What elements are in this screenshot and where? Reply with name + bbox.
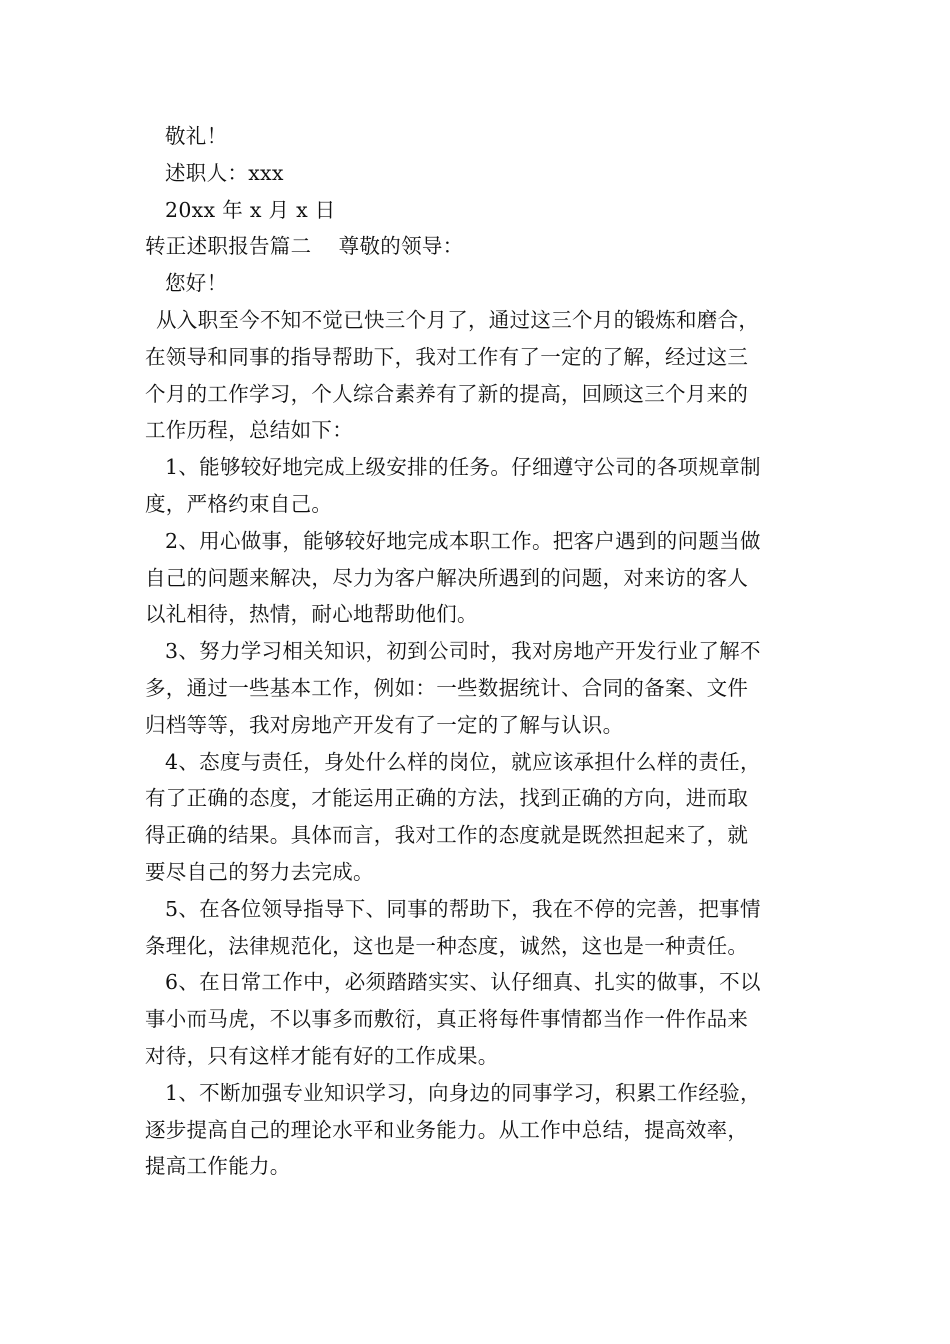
text-line: 转正述职报告篇二 尊敬的领导：	[145, 234, 464, 259]
text-line: 5、在各位领导指导下、同事的帮助下，我在不停的完善，把事情	[165, 896, 761, 921]
text-line: 提高工作能力。	[145, 1154, 291, 1179]
document-body	[145, 118, 815, 1185]
text-line: 对待，只有这样才能有好的工作成果。	[145, 1043, 499, 1068]
text-line: 有了正确的态度，才能运用正确的方法，找到正确的方向，进而取	[145, 786, 749, 811]
text-line: 您好！	[165, 271, 228, 296]
text-line: 得正确的结果。具体而言，我对工作的态度就是既然担起来了，就	[145, 823, 749, 848]
text-line: 以礼相待，热情，耐心地帮助他们。	[145, 602, 478, 627]
text-line: 2、用心做事，能够较好地完成本职工作。把客户遇到的问题当做	[165, 528, 761, 553]
text-line: 20xx 年 x 月 x 日	[165, 197, 336, 222]
text-line: 度，严格约束自己。	[145, 491, 333, 516]
text-line: 个月的工作学习，个人综合素养有了新的提高，回顾这三个月来的	[145, 381, 749, 406]
text-line: 敬礼！	[165, 124, 228, 148]
text-line: 多，通过一些基本工作，例如：一些数据统计、合同的备案、文件	[145, 675, 749, 700]
text-line: 述职人：xxx	[165, 160, 284, 185]
text-line: 从入职至今不知不觉已快三个月了，通过这三个月的锻炼和磨合，	[156, 307, 760, 332]
text-line: 事小而马虎，不以事多而敷衍，真正将每件事情都当作一件作品来	[145, 1007, 749, 1032]
text-line: 条理化，法律规范化，这也是一种态度，诚然，这也是一种责任。	[145, 933, 749, 958]
text-line: 自己的问题来解决，尽力为客户解决所遇到的问题，对来访的客人	[145, 565, 749, 590]
text-line: 归档等等，我对房地产开发有了一定的了解与认识。	[145, 712, 624, 737]
text-line: 3、努力学习相关知识，初到公司时，我对房地产开发行业了解不	[165, 639, 761, 664]
text-line: 4、态度与责任，身处什么样的岗位，就应该承担什么样的责任，	[165, 749, 761, 774]
text-line: 逐步提高自己的理论水平和业务能力。从工作中总结，提高效率，	[145, 1117, 749, 1142]
text-line: 1、能够较好地完成上级安排的任务。仔细遵守公司的各项规章制	[165, 455, 761, 480]
text-line: 在领导和同事的指导帮助下，我对工作有了一定的了解，经过这三	[145, 344, 749, 369]
text-line: 6、在日常工作中，必须踏踏实实、认仔细真、扎实的做事，不以	[165, 970, 761, 995]
text-line: 工作历程，总结如下：	[145, 418, 353, 443]
text-line: 要尽自己的努力去完成。	[145, 859, 374, 884]
text-line: 1、不断加强专业知识学习，向身边的同事学习，积累工作经验，	[165, 1080, 761, 1105]
